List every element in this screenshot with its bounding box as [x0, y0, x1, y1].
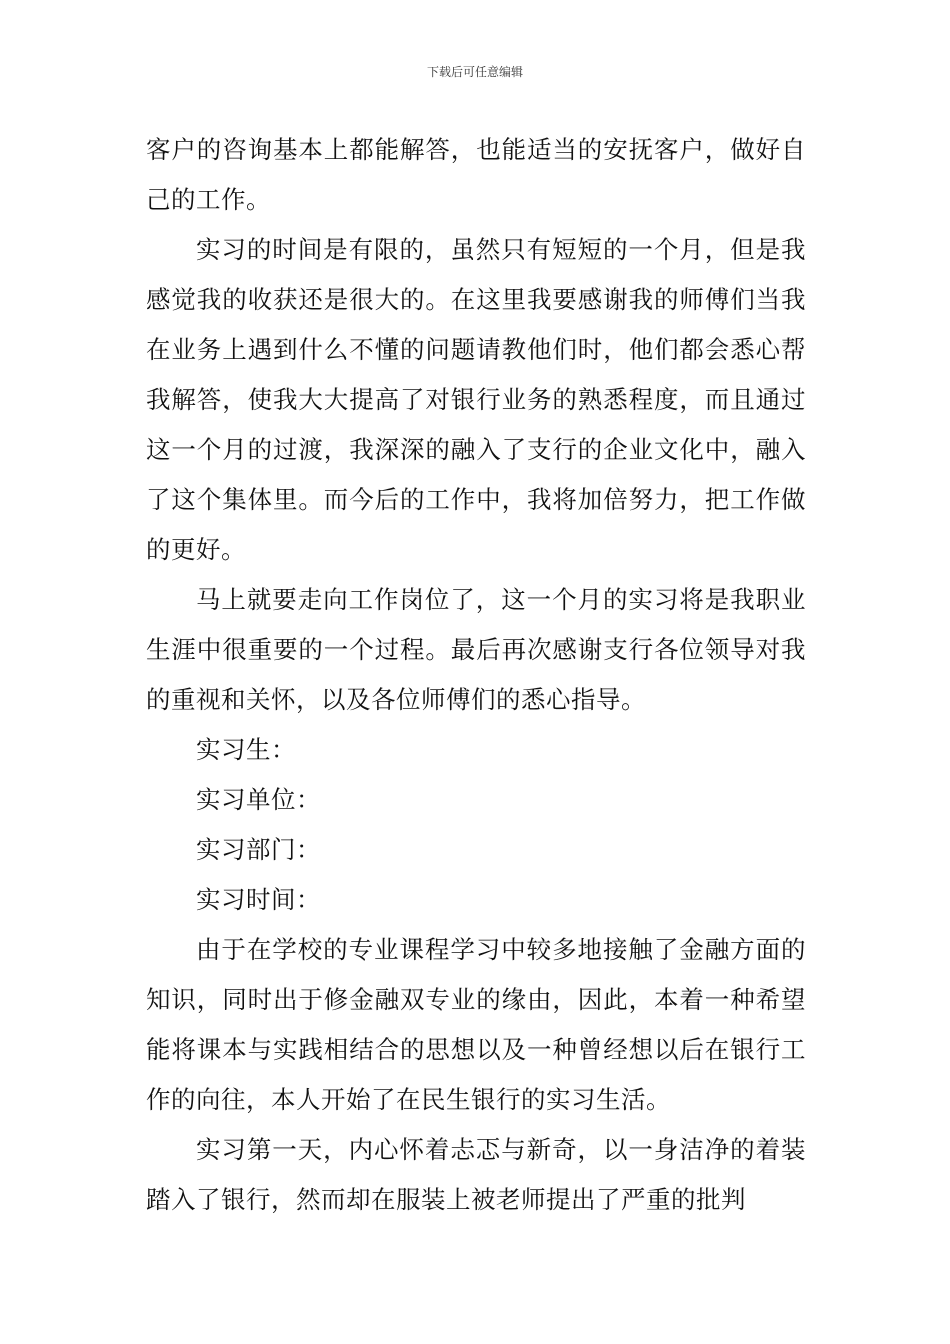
paragraph-2: 实习的时间是有限的，虽然只有短短的一个月，但是我感觉我的收获还是很大的。在这里我要感谢我的师傅们当我在业务上遇到什么不懂的问题请教他们时，他们都会悉心帮我解答，使我大大提高了对银行业务的熟悉程度，而且通过这一个月的过渡，我深深的融入了支行的企业文化中，融入了这个集体里。而今后的工作中，我将加倍努力，把工作做的更好。 [146, 235, 806, 564]
field-intern-department: 实习部门： [196, 835, 321, 864]
paragraph-8: 由于在学校的专业课程学习中较多地接触了金融方面的知识，同时出于修金融双专业的缘由，因此，本着一种希望能将课本与实践相结合的思想以及一种曾经想以后在银行工作的向往，本人开始了在民生银行的实习生活。 [146, 935, 806, 1114]
field-intern-time: 实习时间： [196, 885, 321, 914]
paragraph-1: 客户的咨询基本上都能解答，也能适当的安抚客户，做好自己的工作。 [146, 135, 806, 214]
page-header: 下载后可任意编辑 [426, 65, 523, 79]
field-intern: 实习生： [196, 735, 296, 764]
paragraph-9: 实习第一天，内心怀着忐忑与新奇，以一身洁净的着装踏入了银行，然而却在服装上被老师提出了严重的批判 [146, 1135, 806, 1214]
paragraph-3: 马上就要走向工作岗位了，这一个月的实习将是我职业生涯中很重要的一个过程。最后再次感谢支行各位领导对我的重视和关怀，以及各位师傅们的悉心指导。 [146, 585, 806, 714]
document-body [146, 125, 806, 1225]
field-intern-unit: 实习单位： [196, 785, 321, 814]
